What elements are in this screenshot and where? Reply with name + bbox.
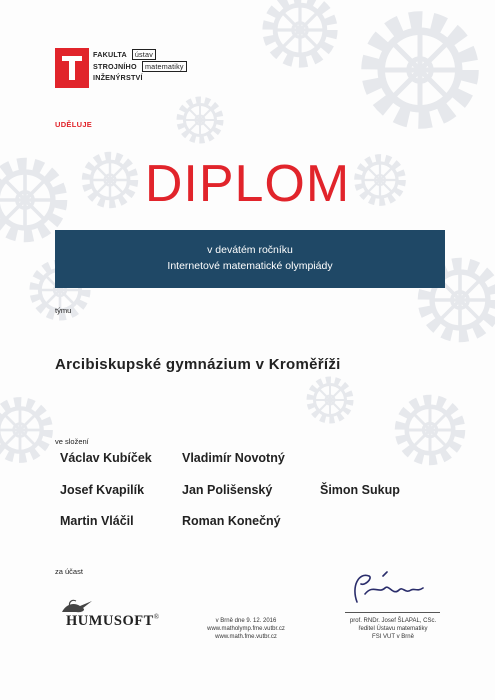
- member-name: Jan Polišenský: [182, 483, 273, 497]
- signatory-block: [338, 617, 448, 641]
- participation-label: za účast: [55, 567, 83, 576]
- logo-line-3: INŽENÝRSTVÍ: [93, 73, 143, 82]
- sponsor-name: [66, 613, 160, 630]
- signatory-institution: FSI VUT v Brně: [372, 634, 414, 640]
- url-1: www.matholymp.fme.vutbr.cz: [207, 626, 285, 632]
- member-name: Roman Konečný: [182, 514, 281, 528]
- date-line: v Brně dne 9. 12. 2016: [215, 618, 277, 624]
- logo-line-1: FAKULTA: [93, 50, 127, 59]
- sponsor-name-text: HUMUSOFT: [66, 613, 154, 629]
- logo-text: [93, 49, 213, 84]
- logo-line-2: STROJNÍHO: [93, 61, 137, 71]
- footer-center: [196, 617, 296, 641]
- member-name: Václav Kubíček: [60, 451, 152, 465]
- olympiad-banner: [55, 230, 445, 288]
- faculty-t-logo-icon: [55, 48, 89, 88]
- url-2: www.math.fme.vutbr.cz: [215, 634, 277, 640]
- team-label: týmu: [55, 306, 72, 315]
- signatory-role: ředitel Ústavu matematiky: [358, 626, 428, 632]
- handwritten-signature: [343, 566, 443, 611]
- sponsor-logo: [58, 598, 198, 638]
- member-name: Martin Vláčil: [60, 514, 134, 528]
- banner-line-1: v devátém ročníku: [207, 244, 293, 256]
- team-name: Arcibiskupské gymnázium v Kroměříži: [55, 356, 341, 373]
- registered-mark: ®: [153, 613, 160, 622]
- signatory-name: prof. RNDr. Josef ŠLAPAL, CSc.: [349, 618, 437, 624]
- member-name: Josef Kvapilík: [60, 483, 145, 497]
- awards-label: UDĚLUJE: [55, 120, 93, 129]
- logo-box-1: ústav: [132, 49, 156, 60]
- composition-label: ve složení: [55, 437, 89, 446]
- signature-line: [345, 612, 440, 613]
- member-name: Vladimír Novotný: [182, 451, 285, 465]
- member-name: Šimon Sukup: [320, 483, 400, 497]
- logo-box-2: matematiky: [142, 61, 187, 72]
- diploma-title: DIPLOM: [144, 155, 351, 213]
- banner-line-2: Internetové matematické olympiády: [167, 260, 333, 272]
